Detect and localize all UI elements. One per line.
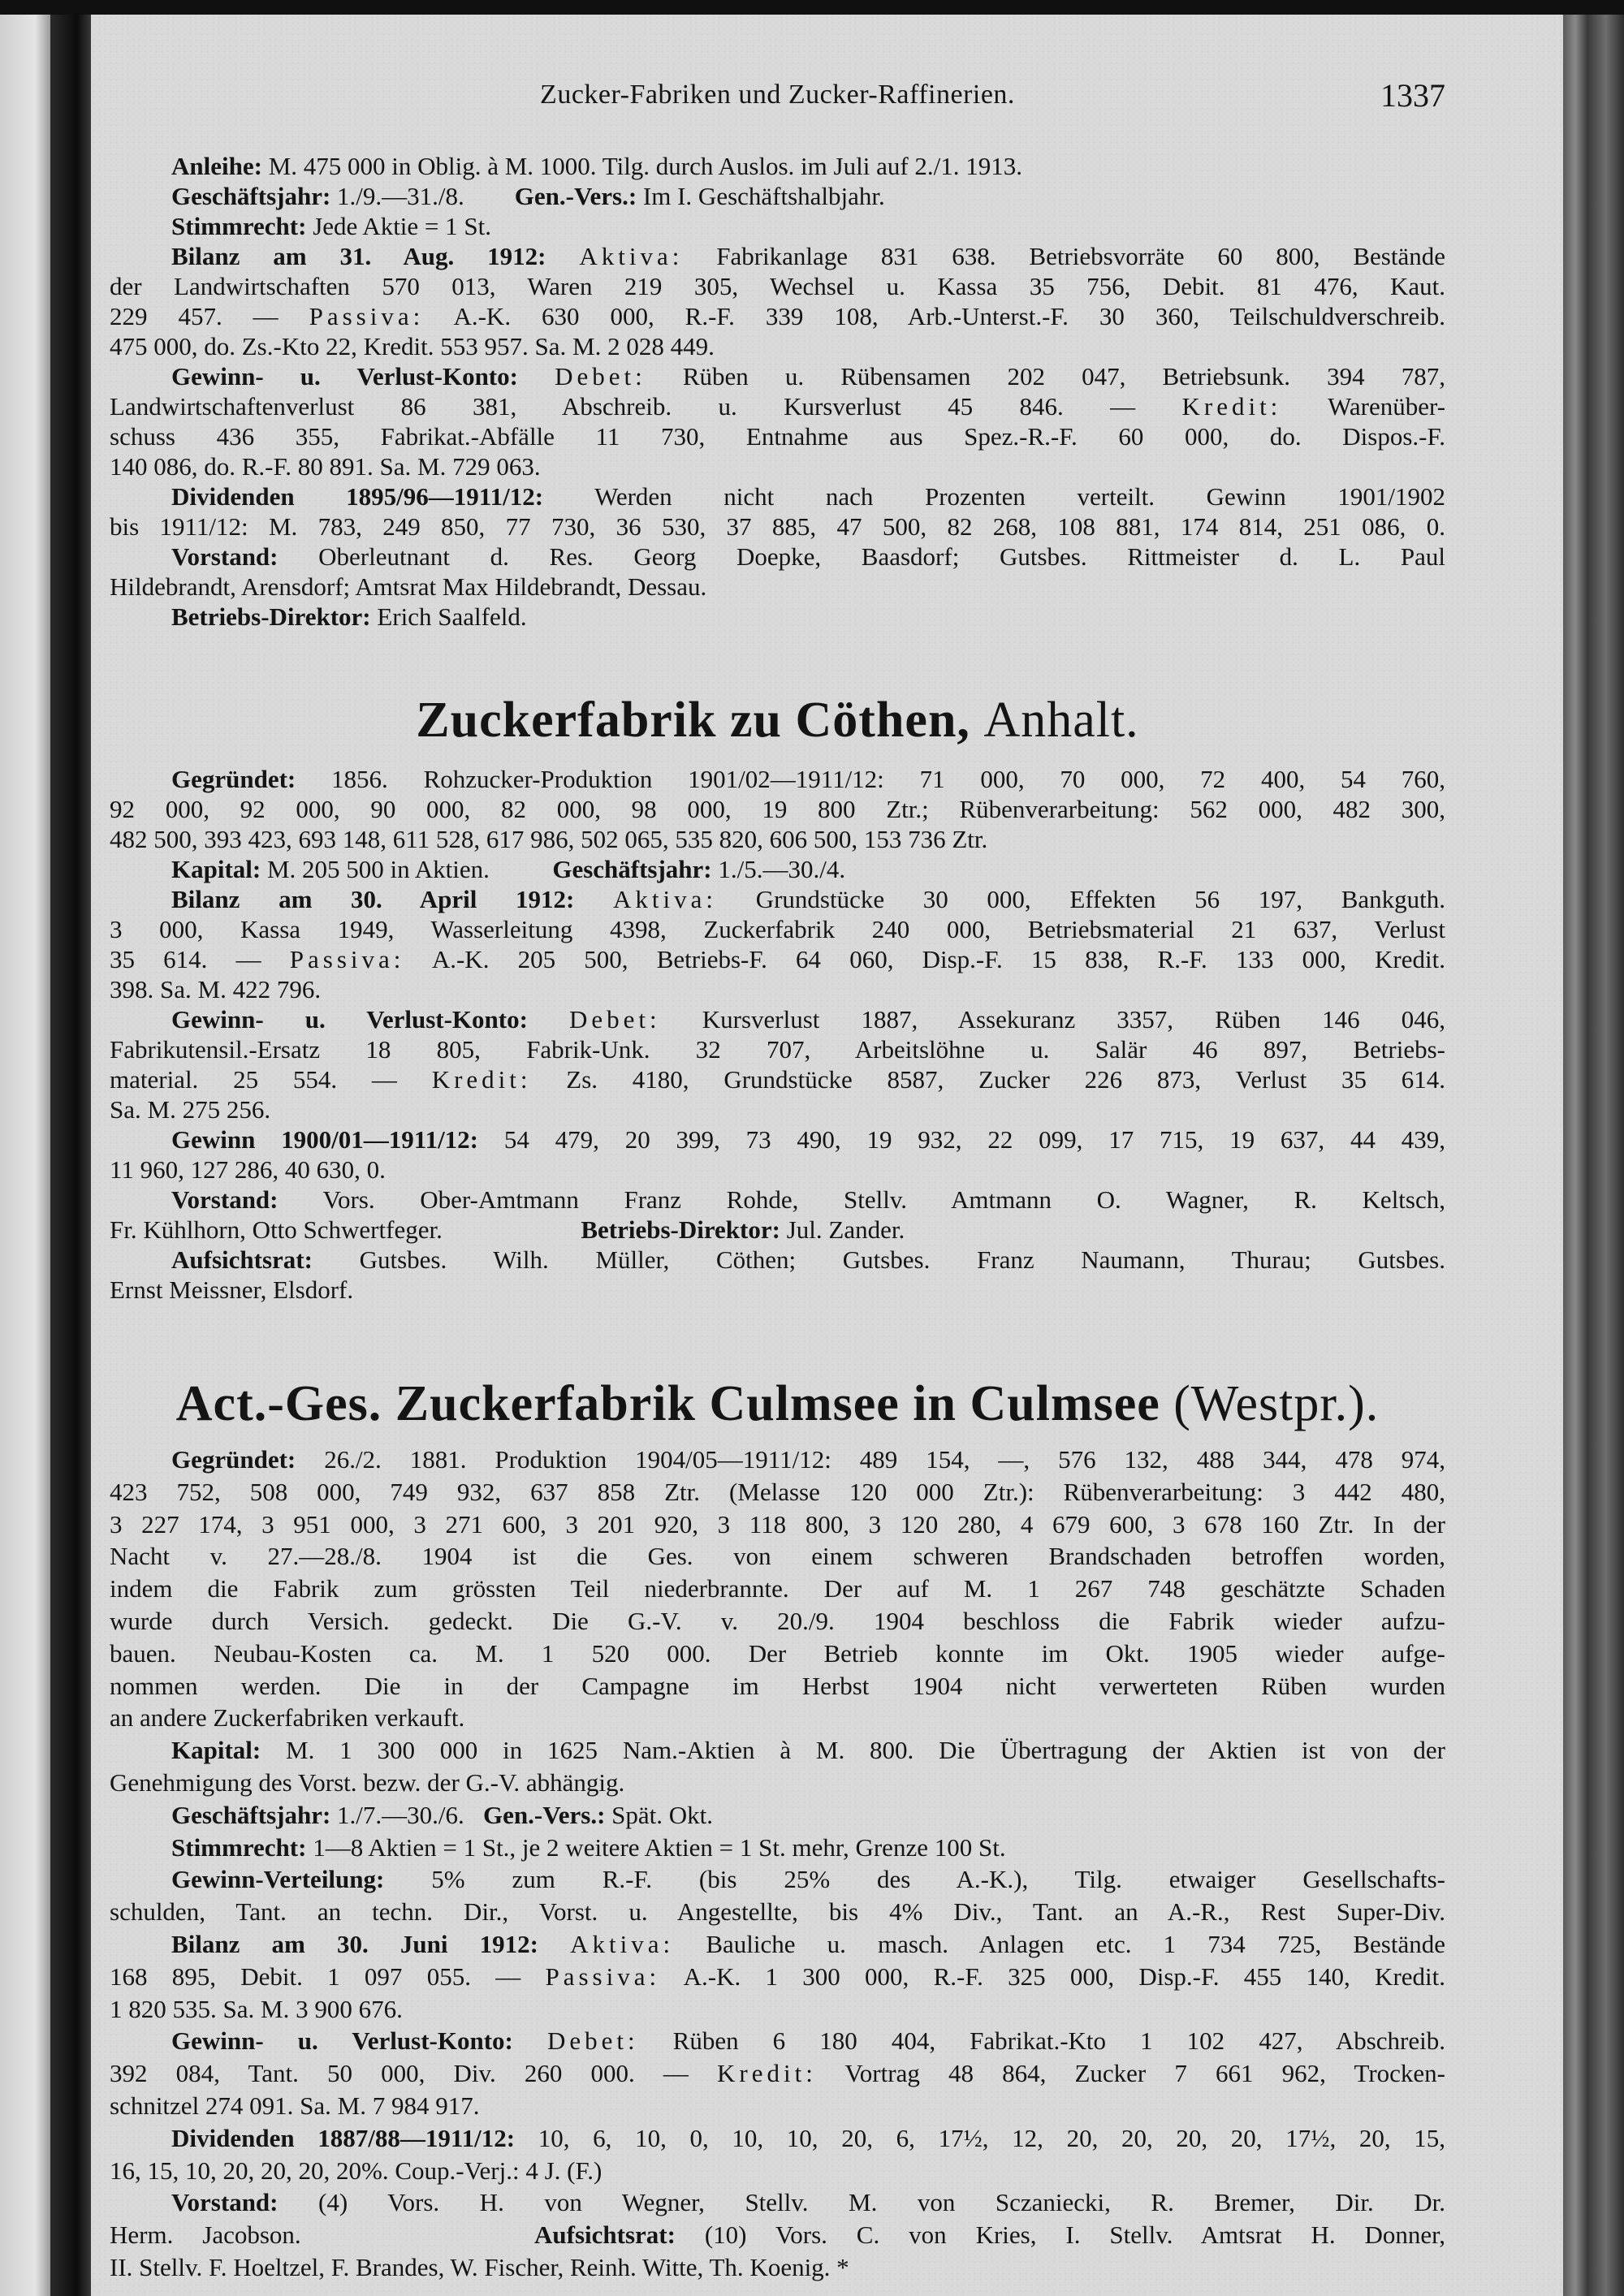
text-line (110, 1670, 1445, 1703)
text-line (110, 511, 1445, 542)
text-run: bauen. Neubau-Kosten ca. M. 1 520 000. Der Betrieb konnte im Okt. 1905 wieder aufge- (110, 1638, 1445, 1668)
text-line (110, 542, 1445, 572)
text-line (110, 481, 1445, 511)
page-number: 1337 (1380, 77, 1445, 114)
text-run: 392 084, Tant. 50 000, Div. 260 000. — (110, 2059, 718, 2088)
heading-cothen-main: Zuckerfabrik zu Cöthen, (416, 693, 970, 748)
text-run: der Landwirtschaften 570 013, Waren 219 305, Wechsel u. Kassa 35 756, Debit. 81 476, Kaut. (110, 272, 1445, 300)
text-line (110, 824, 1445, 854)
text-run: II. Stellv. F. Hoeltzel, F. Brandes, W. Fischer, Reinh. Witte, Th. Koenig. * (110, 2252, 849, 2281)
text-run: 229 457. — (110, 302, 309, 330)
text-line (110, 602, 1445, 632)
text-run: material. 25 554. — (110, 1065, 432, 1094)
text-run: 11 960, 127 286, 40 630, 0. (110, 1155, 386, 1184)
text-line (110, 391, 1445, 421)
text-line (110, 2025, 1445, 2057)
spaced-label: Debet: (555, 362, 646, 391)
text-run: 1./9.—31./8. (330, 182, 515, 210)
section-culmsee (110, 1444, 1445, 2284)
field-label: Vorstand: (171, 2188, 279, 2217)
previous-page-edge (0, 0, 50, 2296)
text-line (110, 1961, 1445, 1993)
text-line (110, 2122, 1445, 2155)
field-label: Stimmrecht: (171, 1832, 307, 1862)
spaced-label: Kredit: (431, 1065, 532, 1094)
text-run: M. 1 300 000 in 1625 Nam.-Aktien à M. 800. Die Übertragung der Aktien ist von der (261, 1736, 1445, 1765)
text-line (110, 361, 1445, 391)
text-line (110, 1734, 1445, 1767)
text-line (110, 2155, 1445, 2187)
field-label: Dividenden 1887/88—1911/12: (171, 2123, 516, 2152)
heading-culmsee-sub: (Westpr.). (1173, 1376, 1380, 1431)
text-run (528, 1005, 569, 1034)
text-run: nommen werden. Die in der Campagne im Herbst 1904 nicht verwerteten Rüben wurden (110, 1671, 1445, 1700)
text-run: M. 475 000 in Oblig. à M. 1000. Tilg. durch Auslos. im Juli auf 2./1. 1913. (261, 152, 1023, 180)
text-run: schuss 436 355, Fabrikat.-Abfälle 11 730, Entnahme aus Spez.-R.-F. 60 000, do. Dispos.-F. (110, 422, 1445, 451)
field-label: Dividenden 1895/96—1911/12: (171, 482, 544, 511)
text-line (110, 2186, 1445, 2219)
text-run: 475 000, do. Zs.-Kto 22, Kredit. 553 957. Sa. M. 2 028 449. (110, 332, 715, 360)
field-label: Bilanz am 30. April 1912: (171, 885, 575, 913)
section-previous-company (110, 151, 1445, 632)
text-line (110, 1154, 1445, 1185)
text-run: Bauliche u. masch. Anlagen etc. 1 734 725, Bestände (674, 1929, 1445, 1958)
text-line (110, 1896, 1445, 1928)
field-label: Betriebs-Direktor: (581, 1215, 780, 1244)
text-run: 1856. Rohzucker-Produktion 1901/02—1911/12: 71 000, 70 000, 72 400, 54 760, (296, 765, 1445, 793)
page-stack-edge (1563, 0, 1624, 2296)
field-label: Aufsichtsrat: (534, 2220, 676, 2250)
text-line (110, 1444, 1445, 1476)
text-run: Rüben u. Rübensamen 202 047, Betriebsunk. 394 787, (646, 362, 1445, 391)
text-line (110, 151, 1445, 181)
text-run: 482 500, 393 423, 693 148, 611 528, 617 986, 502 065, 535 820, 606 500, 153 736 Ztr. (110, 825, 988, 853)
text-run: Nacht v. 27.—28./8. 1904 ist die Ges. von einem schweren Brandschaden betroffen worden, (110, 1542, 1445, 1571)
spaced-label: Passiva: (545, 1962, 661, 1991)
text-run: schnitzel 274 091. Sa. M. 7 984 917. (110, 2091, 480, 2120)
text-run: Vortrag 48 864, Zucker 7 661 962, Trocken- (816, 2059, 1445, 2088)
text-line (110, 1245, 1445, 1275)
text-line (110, 944, 1445, 974)
text-run: schulden, Tant. an techn. Dir., Vorst. u. Angestellte, bis 4% Div., Tant. an A.-R., Rest Super-Div. (110, 1897, 1445, 1927)
text-run: Jede Aktie = 1 St. (306, 212, 492, 240)
field-label: Gen.-Vers.: (514, 182, 637, 210)
spaced-label: Passiva: (289, 945, 405, 973)
text-run: Landwirtschaftenverlust 86 381, Abschreib. u. Kursverlust 45 846. — (110, 392, 1182, 421)
spaced-label: Aktiva: (613, 885, 718, 913)
field-label: Bilanz am 31. Aug. 1912: (171, 242, 546, 270)
field-label: Kapital: (171, 855, 261, 883)
text-line (110, 1799, 1445, 1832)
text-line (110, 1573, 1445, 1605)
book-gutter (50, 0, 95, 2296)
section-cothen (110, 764, 1445, 1305)
text-line (110, 1767, 1445, 1799)
spaced-label: Passiva: (309, 302, 425, 330)
text-run: 3 227 174, 3 951 000, 3 271 600, 3 201 920, 3 118 800, 3 120 280, 4 679 600, 3 678 160 Ztr. In der (110, 1509, 1445, 1539)
text-run: wurde durch Versich. gedeckt. Die G.-V. v. 20./9. 1904 beschloss die Fabrik wieder aufzu- (110, 1606, 1445, 1635)
running-head (110, 77, 1445, 120)
text-run: Spät. Okt. (605, 1800, 714, 1829)
text-run: Rüben 6 180 404, Fabrikat.-Kto 1 102 427, Abschreib. (638, 2026, 1445, 2056)
text-run: Ernst Meissner, Elsdorf. (110, 1275, 354, 1304)
heading-cothen (110, 692, 1445, 749)
text-run: A.-K. 205 500, Betriebs-F. 64 060, Disp.-F. 15 838, R.-F. 133 000, Kredit. (404, 945, 1445, 973)
text-line (110, 2057, 1445, 2090)
text-run: indem die Fabrik zum grössten Teil niederbrannte. Der auf M. 1 267 748 geschätzte Schaden (110, 1574, 1445, 1603)
text-run (518, 362, 555, 391)
text-line (110, 1993, 1445, 2026)
text-run: 140 086, do. R.-F. 80 891. Sa. M. 729 063. (110, 452, 541, 481)
text-run: Oberleutnant d. Res. Georg Doepke, Baasdorf; Gutsbes. Rittmeister d. L. Paul (278, 542, 1445, 571)
text-line (110, 974, 1445, 1004)
heading-culmsee-main: Act.-Ges. Zuckerfabrik Culmsee in Culmsee (175, 1376, 1160, 1431)
text-run: 1—8 Aktien = 1 St., je 2 weitere Aktien = 1 St. mehr, Grenze 100 St. (306, 1832, 1006, 1862)
text-line (110, 421, 1445, 451)
field-label: Gegründet: (171, 1445, 296, 1474)
text-run: 35 614. — (110, 945, 290, 973)
text-line (110, 854, 1445, 884)
text-run: Werden nicht nach Prozenten verteilt. Gewinn 1901/1902 (543, 482, 1445, 511)
text-run: 1./7.—30./6. (330, 1800, 484, 1829)
text-line (110, 1124, 1445, 1154)
text-line (110, 211, 1445, 241)
text-run: Gutsbes. Wilh. Müller, Cöthen; Gutsbes. Franz Naumann, Thurau; Gutsbes. (312, 1245, 1445, 1274)
text-run: 26./2. 1881. Produktion 1904/05—1911/12: 489 154, —, 576 132, 488 344, 478 974, (296, 1445, 1445, 1474)
running-head-title: Zucker-Fabriken und Zucker-Raffinerien. (540, 80, 1015, 110)
text-line (110, 1928, 1445, 1961)
field-label: Gewinn- u. Verlust-Konto: (171, 362, 518, 391)
text-line (110, 2251, 1445, 2284)
text-line (110, 1034, 1445, 1064)
text-run (574, 885, 613, 913)
field-label: Gegründet: (171, 765, 296, 793)
text-line (110, 241, 1445, 271)
text-run: 1./5.—30./4. (711, 855, 846, 883)
spaced-label: Debet: (569, 1005, 661, 1034)
text-line (110, 1638, 1445, 1670)
field-label: Geschäftsjahr: (171, 182, 331, 210)
text-run: Fabrikanlage 831 638. Betriebsvorräte 60 800, Bestände (683, 242, 1445, 270)
spaced-label: Aktiva: (570, 1929, 675, 1958)
heading-cothen-sub: Anhalt. (983, 693, 1139, 748)
text-run: (10) Vors. C. von Kries, I. Stellv. Amtsrat H. Donner, (675, 2220, 1445, 2250)
text-run: Erich Saalfeld. (370, 602, 527, 631)
text-run: Grundstücke 30 000, Effekten 56 197, Bankguth. (717, 885, 1445, 913)
text-run: Warenüber- (1281, 392, 1445, 421)
field-label: Gewinn 1900/01—1911/12: (171, 1125, 479, 1154)
text-line (110, 2219, 1445, 2251)
field-label: Vorstand: (171, 542, 279, 571)
field-label: Betriebs-Direktor: (171, 602, 371, 631)
spaced-label: Debet: (546, 2026, 639, 2056)
text-line (110, 1064, 1445, 1094)
text-line (110, 301, 1445, 331)
text-run: Hildebrandt, Arensdorf; Amtsrat Max Hildebrandt, Dessau. (110, 572, 707, 601)
field-label: Geschäftsjahr: (171, 1800, 331, 1829)
text-run: Im I. Geschäftshalbjahr. (637, 182, 885, 210)
scan-top-border (0, 0, 1624, 15)
text-run (538, 1930, 570, 1958)
text-run: A.-K. 1 300 000, R.-F. 325 000, Disp.-F. 455 140, Kredit. (660, 1962, 1445, 1991)
text-run: 398. Sa. M. 422 796. (110, 975, 322, 1003)
text-run: 10, 6, 10, 0, 10, 10, 20, 6, 17½, 12, 20, 20, 20, 20, 17½, 20, 15, (515, 2123, 1445, 2152)
text-line (110, 1275, 1445, 1305)
text-run: an andere Zuckerfabriken verkauft. (110, 1703, 465, 1733)
text-run: 1 820 535. Sa. M. 3 900 676. (110, 1994, 403, 2023)
text-line (110, 1863, 1445, 1896)
text-line (110, 1476, 1445, 1508)
spaced-label: Kredit: (1181, 392, 1282, 421)
text-run: 5% zum R.-F. (bis 25% des A.-K.), Tilg. etwaiger Gesellschafts- (384, 1865, 1445, 1894)
text-line (110, 1540, 1445, 1573)
text-line (110, 1508, 1445, 1541)
text-line (110, 1004, 1445, 1034)
field-label: Kapital: (171, 1736, 261, 1765)
heading-culmsee (110, 1375, 1445, 1433)
text-line (110, 1215, 1445, 1245)
text-run: A.-K. 630 000, R.-F. 339 108, Arb.-Unterst.-F. 30 360, Teilschuldverschreib. (424, 302, 1445, 330)
text-run: 54 479, 20 399, 73 490, 19 932, 22 099, 17 715, 19 637, 44 439, (478, 1125, 1445, 1154)
text-line (110, 331, 1445, 361)
field-label: Gewinn- u. Verlust-Konto: (171, 2026, 513, 2056)
text-line (110, 1185, 1445, 1215)
field-label: Geschäftsjahr: (552, 855, 712, 883)
text-run: Zs. 4180, Grundstücke 8587, Zucker 226 873, Verlust 35 614. (531, 1065, 1445, 1094)
text-run: Kursverlust 1887, Assekuranz 3357, Rüben 146 046, (660, 1005, 1445, 1034)
text-line (110, 764, 1445, 794)
text-run: Fabrikutensil.-Ersatz 18 805, Fabrik-Unk. 32 707, Arbeitslöhne u. Salär 46 897, Betriebs- (110, 1035, 1445, 1064)
text-line (110, 1832, 1445, 1864)
text-run: 16, 15, 10, 20, 20, 20, 20%. Coup.-Verj.: 4 J. (F.) (110, 2156, 603, 2185)
text-run (546, 242, 579, 270)
text-run (513, 2026, 547, 2055)
field-label: Gen.-Vers.: (483, 1800, 606, 1829)
text-run: Herm. Jacobson. (110, 2220, 535, 2250)
text-run: Fr. Kühlhorn, Otto Schwertfeger. (110, 1215, 581, 1244)
text-run: 3 000, Kassa 1949, Wasserleitung 4398, Zuckerfabrik 240 000, Betriebsmaterial 21 637, Verlust (110, 915, 1445, 943)
text-run: bis 1911/12: M. 783, 249 850, 77 730, 36 530, 37 885, 47 500, 82 268, 108 881, 174 814, 251 086, 0. (110, 512, 1445, 541)
text-line (110, 572, 1445, 602)
spaced-label: Aktiva: (579, 242, 684, 270)
text-line (110, 1702, 1445, 1734)
text-run: Sa. M. 275 256. (110, 1095, 271, 1124)
field-label: Anleihe: (171, 152, 262, 180)
text-run: 423 752, 508 000, 749 932, 637 858 Ztr. (Melasse 120 000 Ztr.): Rübenverarbeitung: 3 442 480, (110, 1477, 1445, 1506)
text-run: Jul. Zander. (780, 1215, 905, 1244)
text-line (110, 884, 1445, 914)
field-label: Bilanz am 30. Juni 1912: (171, 1929, 539, 1958)
field-label: Aufsichtsrat: (171, 1245, 313, 1274)
field-label: Stimmrecht: (171, 212, 307, 240)
field-label: Gewinn- u. Verlust-Konto: (171, 1005, 528, 1034)
text-run: (4) Vors. H. von Wegner, Stellv. M. von Sczaniecki, R. Bremer, Dir. Dr. (278, 2188, 1445, 2217)
text-line (110, 271, 1445, 301)
text-line (110, 1094, 1445, 1124)
text-line (110, 914, 1445, 944)
field-label: Vorstand: (171, 1185, 279, 1214)
text-line (110, 794, 1445, 824)
text-line (110, 451, 1445, 481)
spaced-label: Kredit: (717, 2059, 817, 2088)
text-run: Vors. Ober-Amtmann Franz Rohde, Stellv. Amtmann O. Wagner, R. Keltsch, (278, 1185, 1445, 1214)
text-line (110, 1605, 1445, 1638)
field-label: Gewinn-Verteilung: (171, 1865, 385, 1894)
text-run: Genehmigung des Vorst. bezw. der G.-V. abhängig. (110, 1767, 625, 1797)
text-line (110, 2090, 1445, 2122)
text-run: M. 205 500 in Aktien. (261, 855, 553, 883)
text-run: 168 895, Debit. 1 097 055. — (110, 1962, 546, 1991)
text-run: 92 000, 92 000, 90 000, 82 000, 98 000, 19 800 Ztr.; Rübenverarbeitung: 562 000, 482 300, (110, 795, 1445, 823)
text-line (110, 181, 1445, 211)
